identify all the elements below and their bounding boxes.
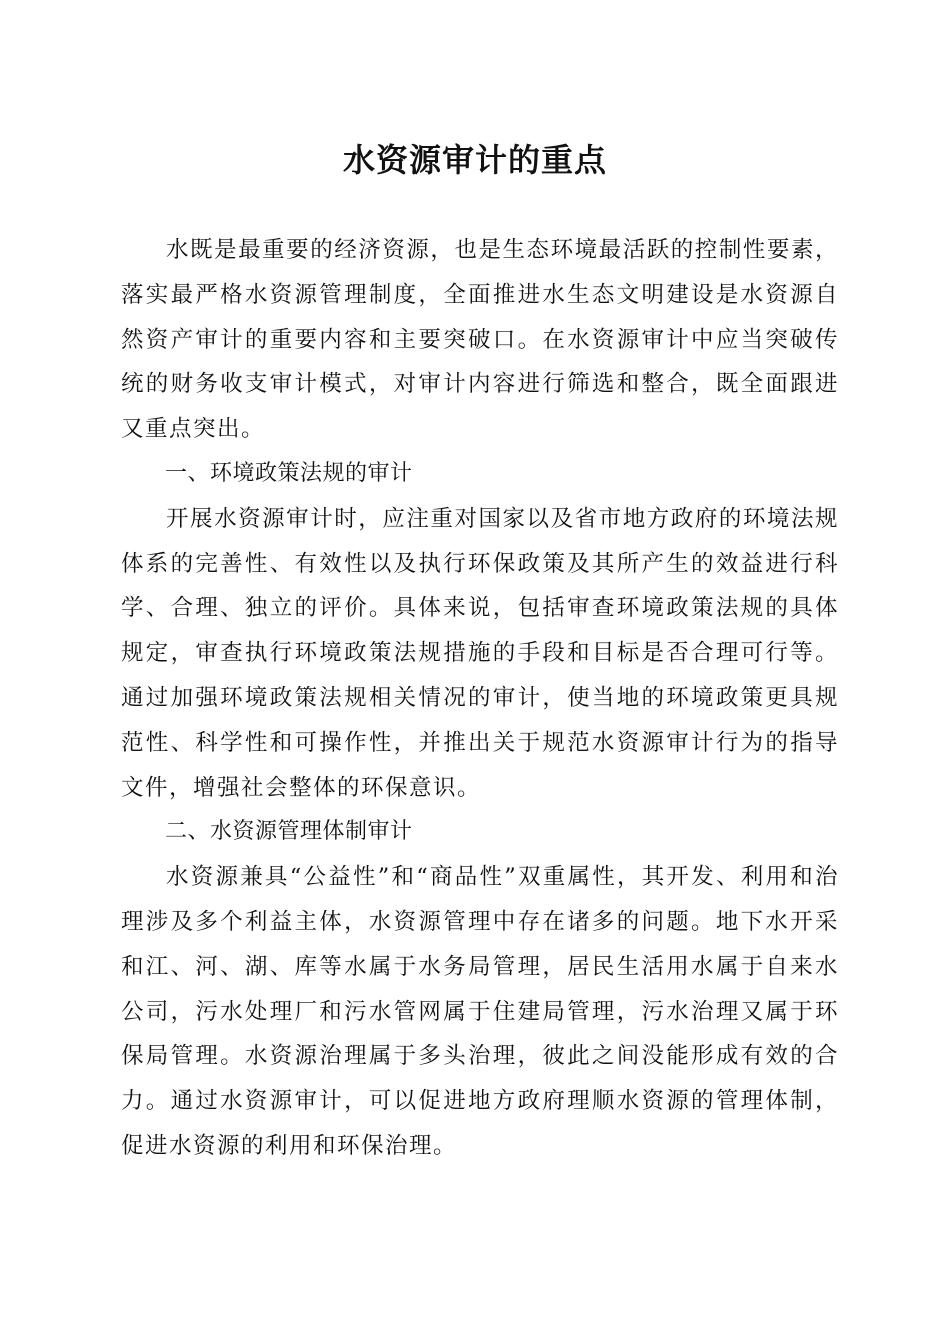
section-2-paragraph: 水资源兼具“公益性”和“商品性”双重属性，其开发、利用和治理涉及多个利益主体，水资源管理中存在诸多的问题。地下水开采和江、河、湖、库等水属于水务局管理，居民生活用水属于自来水公司，污水处理厂和污水管网属于住建局管理，污水治理又属于环保局管理。水资源治理属于多头治理，彼此之间没能形成有效的合力。通过水资源审计，可以促进地方政府理顺水资源的管理体制，促进水资源的利用和环保治理。	[121, 864, 839, 1159]
section-1-heading: 一、环境政策法规的审计	[165, 460, 413, 486]
document-title: 水资源审计的重点	[342, 141, 607, 179]
intro-paragraph: 水既是最重要的经济资源，也是生态环境最活跃的控制性要素，落实最严格水资源管理制度，全面推进水生态文明建设是水资源自然资产审计的重要内容和主要突破口。在水资源审计中应当突破传统的财务收支审计模式，对审计内容进行筛选和整合，既全面跟进又重点突出。	[121, 237, 839, 443]
section-1-paragraph: 开展水资源审计时，应注重对国家以及省市地方政府的环境法规体系的完善性、有效性以及执行环保政策及其所产生的效益进行科学、合理、独立的评价。具体来说，包括审查环境政策法规的具体规定，审查执行环境政策法规措施的手段和目标是否合理可行等。通过加强环境政策法规相关情况的审计，使当地的环境政策更具规范性、科学性和可操作性，并推出关于规范水资源审计行为的指导文件，增强社会整体的环保意识。	[121, 505, 839, 801]
document-body	[121, 228, 839, 1169]
section-2-heading: 二、水资源管理体制审计	[165, 819, 413, 845]
